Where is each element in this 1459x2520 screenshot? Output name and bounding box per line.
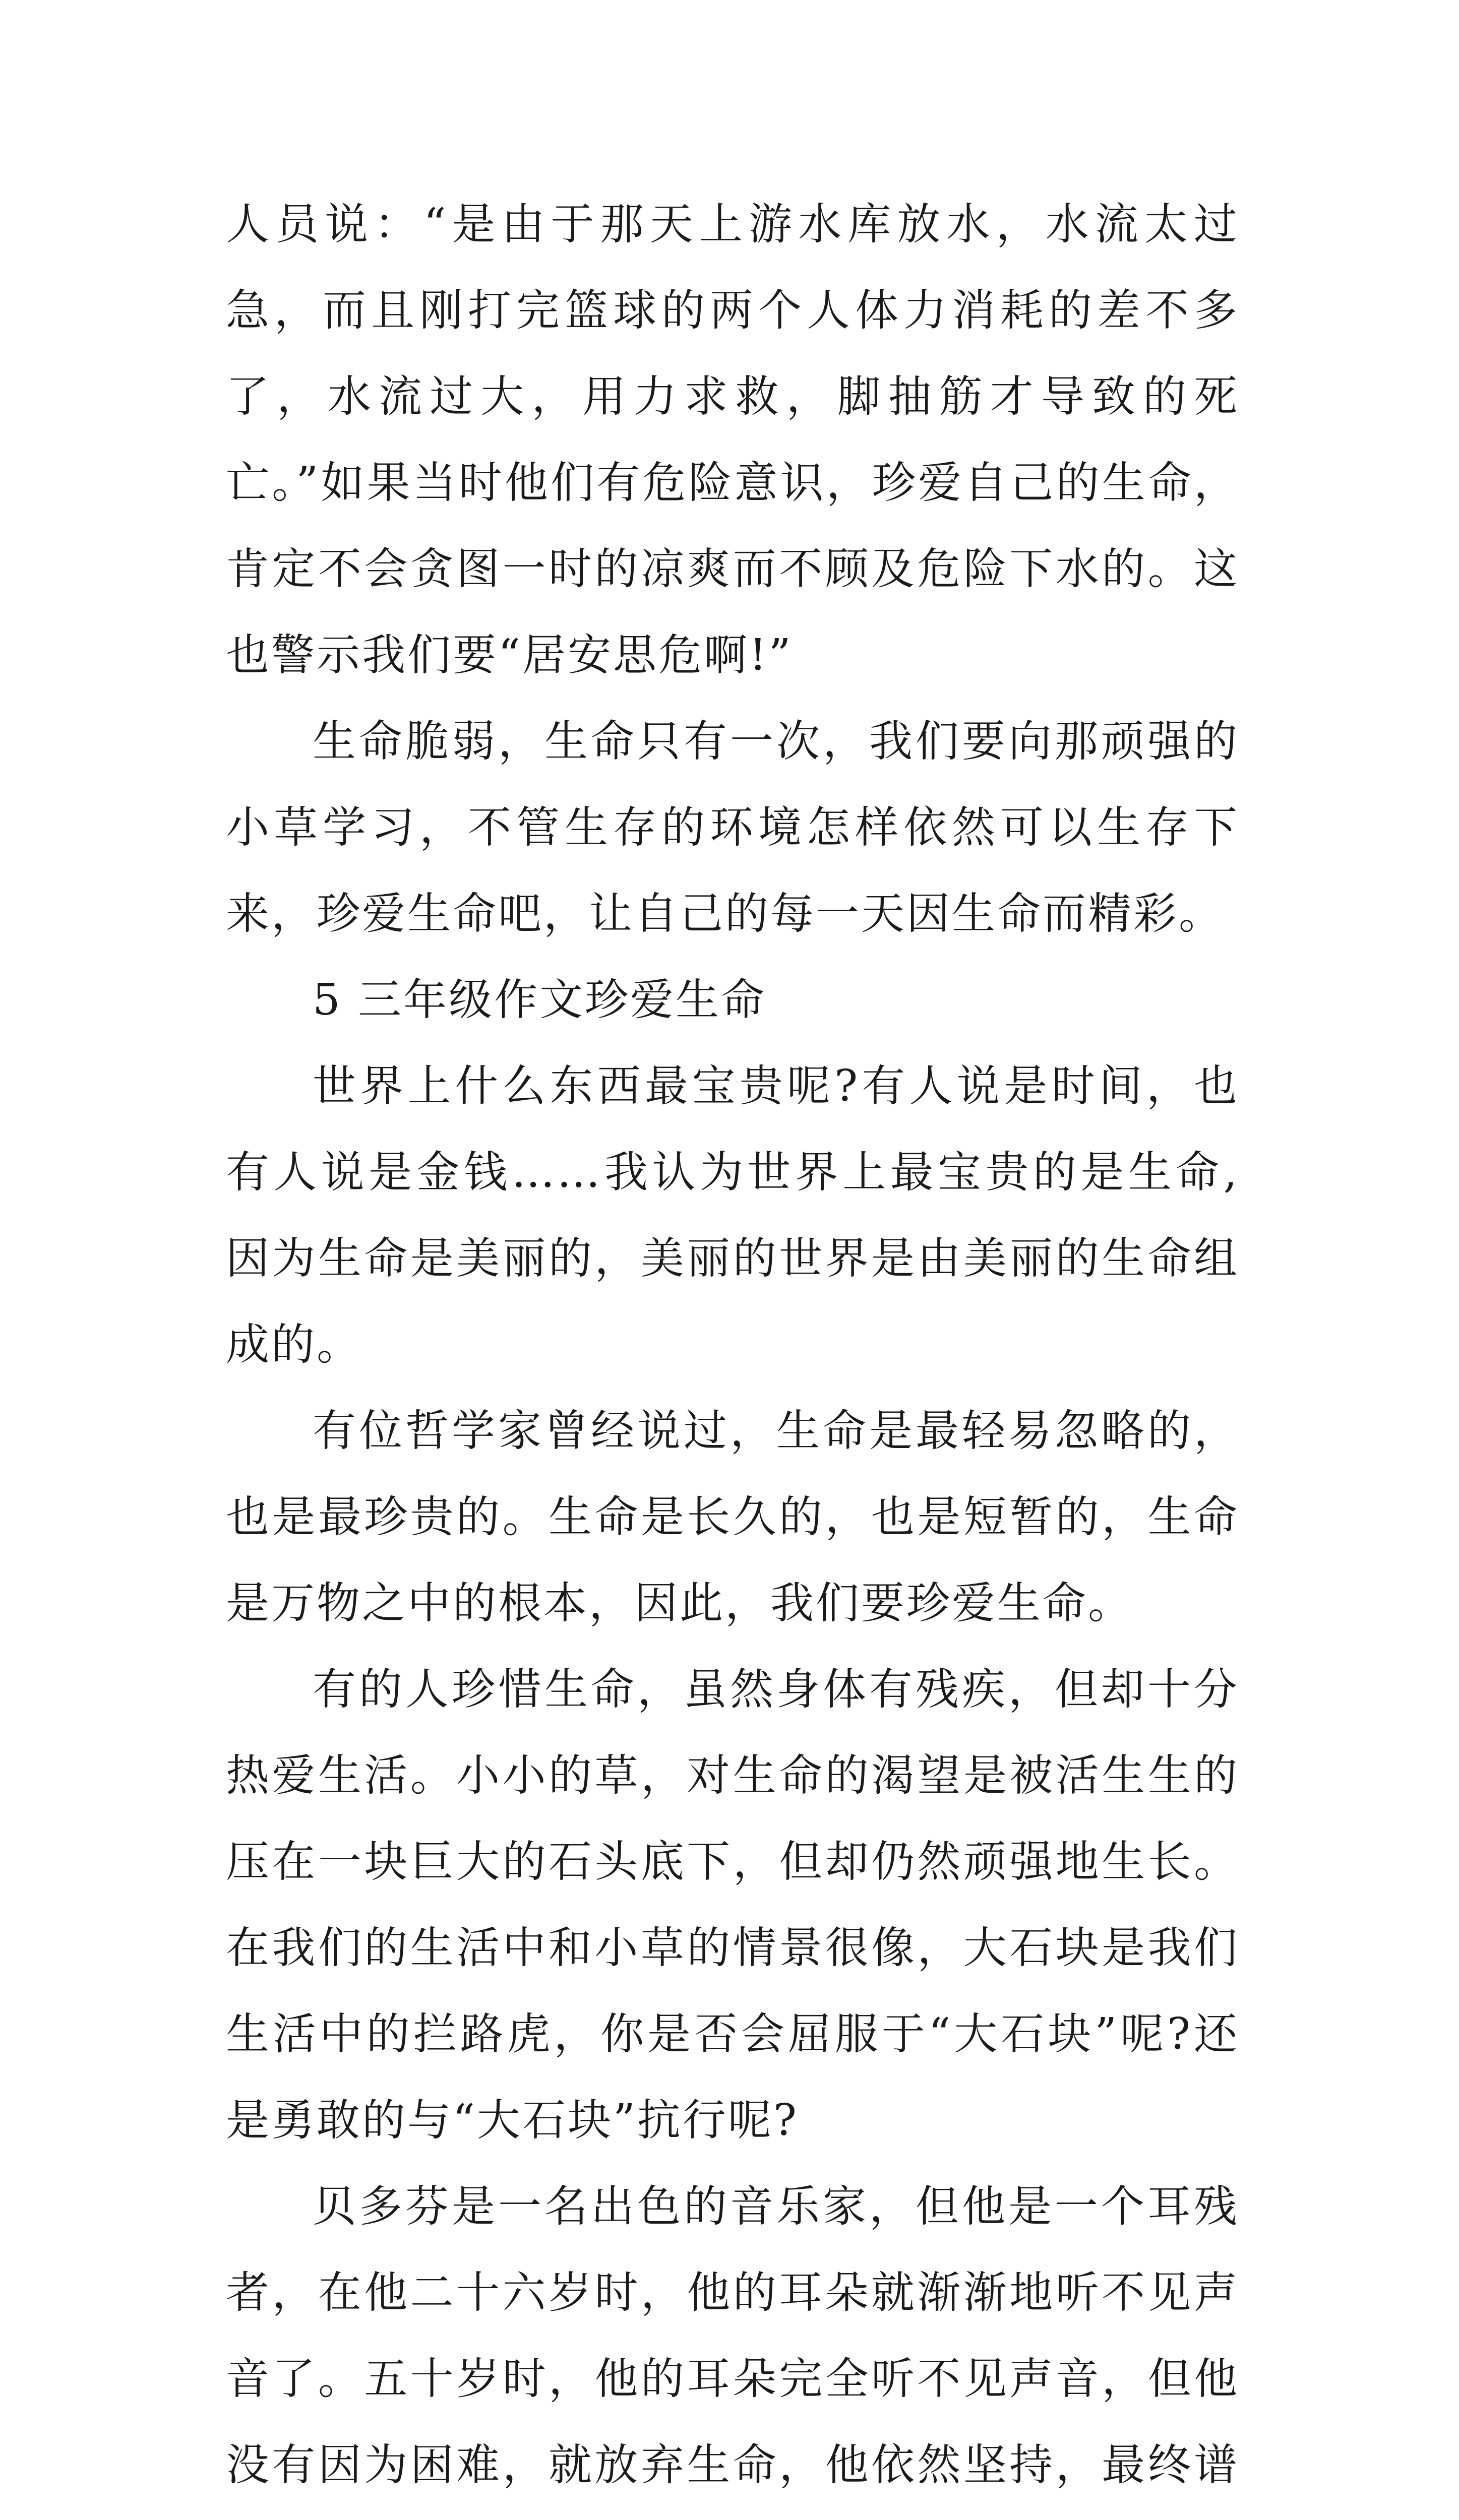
paragraph-2: 生命脆弱，生命只有一次，我们要向那顽强的小草学习，不管生存的环境怎样依然可以生存下来，珍爱生命吧，让自己的每一天因生命而精彩。 xyxy=(226,716,1239,939)
paragraph-3: 世界上什么东西最宝贵呢?有人说是时间，也有人说是金钱……我认为世界上最宝贵的是生命,因为生命是美丽的，美丽的世界是由美丽的生命组成的。 xyxy=(226,1061,1239,1370)
document-body xyxy=(226,181,1239,2520)
paragraph-5: 有的人珍惜生命，虽然身体有残疾，但却十分热爱生活。小小的草，对生命的渴望是被活生生的压在一块巨大的石头底下，但却仍然顽强地生长。在我们的生活中和小草的情景很像，大石块是我们生活中的拦路虎，你是否会屈服于“大石块”呢?还是勇敢的与“大石块”抗行呢? xyxy=(226,1664,1239,2146)
section-heading: 5 三年级作文珍爱生命 xyxy=(313,975,767,1025)
paragraph-1: 人员说：“是由于那天上游水库放水，水流太过急，而且刚打完篮球的两个人体力消耗的差不多了，水流过大，用力求救，脚抽筋才导致的死亡。”如果当时他们有危险意识，珍爱自己的生命，肯定不会贪图一时的凉爽而不顾及危险下水的。这也警示我们要“居安思危啊!” xyxy=(226,199,1239,680)
paragraph-4: 有位哲学家曾经说过，生命是最轻易忽略的，也是最珍贵的。生命是长久的，也是短暂的，生命是万物之中的根本，因此，我们要珍爱生命。 xyxy=(226,1406,1239,1628)
paragraph-6: 贝多芬是一名出色的音乐家，但他是一个耳残者，在他二十六岁时，他的耳朵就渐渐地听不见声音了。五十岁时，他的耳朵完全听不见声音，但他没有因为困难，就放弃生命，他依然坚持，最终谱 xyxy=(226,2181,1239,2490)
